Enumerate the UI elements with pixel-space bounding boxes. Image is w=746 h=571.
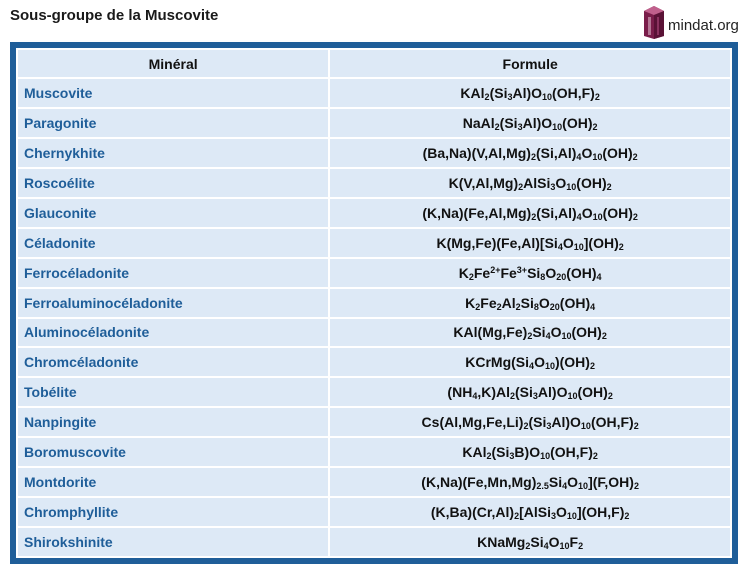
formula-subscript: 2 xyxy=(494,121,500,132)
mineral-name-link[interactable]: Céladonite xyxy=(18,229,328,257)
formula-subscript: 3 xyxy=(532,391,538,402)
formula-text: (OH) xyxy=(566,264,597,281)
formula-text: NaAl xyxy=(462,114,495,131)
formula-text: O xyxy=(548,534,560,551)
formula-text: (OH) xyxy=(559,294,591,311)
mineral-formula xyxy=(330,319,730,347)
formula-text: KAl xyxy=(460,84,485,101)
formula-subscript: 2 xyxy=(633,421,639,432)
formula-subscript: 4 xyxy=(557,241,563,252)
mineral-formula xyxy=(330,199,730,227)
formula-subscript: 8 xyxy=(540,271,546,282)
formula-subscript: 3 xyxy=(551,511,557,522)
formula-subscript: 4 xyxy=(543,541,549,552)
formula-text: (NH xyxy=(447,384,473,401)
formula-subscript: 2 xyxy=(592,121,598,132)
formula-superscript: 2+ xyxy=(490,264,501,275)
formula-text: KAl(Mg,Fe) xyxy=(453,324,528,341)
formula-subscript: 20 xyxy=(549,301,560,312)
mineral-name-link[interactable]: Chromphyllite xyxy=(18,498,328,526)
formula-text: (Si xyxy=(499,114,518,131)
formula-subscript: 10 xyxy=(559,541,570,552)
mineral-formula xyxy=(330,259,730,287)
formula-subscript: 4 xyxy=(472,391,478,402)
formula-subscript: 10 xyxy=(561,331,572,342)
formula-text: Si xyxy=(530,534,544,551)
formula-subscript: 10 xyxy=(544,361,555,372)
formula-subscript: 4 xyxy=(545,331,551,342)
table-row xyxy=(18,169,730,197)
formula-text: [AlSi xyxy=(519,504,552,521)
formula-text: B)O xyxy=(514,444,541,461)
formula-text: (Si xyxy=(491,444,510,461)
mineral-crystal-icon xyxy=(641,3,667,39)
mineral-formula xyxy=(330,408,730,436)
formula-subscript: 2.5 xyxy=(536,481,549,492)
formula-subscript: 2 xyxy=(592,451,598,462)
formula-text: (OH,F) xyxy=(590,414,634,431)
formula-subscript: 3 xyxy=(550,181,556,192)
formula-text: K(V,Al,Mg) xyxy=(448,174,519,191)
formula-subscript: 2 xyxy=(589,361,595,372)
formula-subscript: 2 xyxy=(523,421,529,432)
formula-text: Al)O xyxy=(522,114,553,131)
formula-subscript: 10 xyxy=(567,391,578,402)
formula-subscript: 10 xyxy=(552,121,563,132)
formula-subscript: 3 xyxy=(509,451,515,462)
formula-text: ,K)Al xyxy=(477,384,510,401)
formula-subscript: 2 xyxy=(633,481,639,492)
formula-subscript: 2 xyxy=(606,181,612,192)
formula-text: O xyxy=(550,324,562,341)
formula-text: ](OH,F) xyxy=(576,504,625,521)
formula-subscript: 2 xyxy=(510,391,516,402)
formula-subscript: 2 xyxy=(525,541,531,552)
table-header-row xyxy=(18,50,730,77)
formula-text: (OH) xyxy=(577,384,608,401)
formula-subscript: 4 xyxy=(576,211,582,222)
formula-text: F xyxy=(569,534,579,551)
formula-subscript: 10 xyxy=(573,241,584,252)
mineral-formula xyxy=(330,229,730,257)
formula-subscript: 2 xyxy=(475,301,481,312)
formula-text: (Si xyxy=(515,384,533,401)
mineral-name-link[interactable]: Ferrocéladonite xyxy=(18,259,328,287)
formula-subscript: 4 xyxy=(590,301,596,312)
formula-subscript: 10 xyxy=(542,91,553,102)
mineral-name-link[interactable]: Montdorite xyxy=(18,468,328,496)
formula-text: (K,Ba)(Cr,Al) xyxy=(430,504,515,521)
mineral-name-link[interactable]: Boromuscovite xyxy=(18,438,328,466)
formula-text: AlSi xyxy=(523,174,551,191)
formula-subscript: 2 xyxy=(578,541,584,552)
formula-subscript: 2 xyxy=(484,91,490,102)
formula-subscript: 2 xyxy=(514,511,520,522)
formula-subscript: 2 xyxy=(624,511,630,522)
logo-text: mindat.org xyxy=(668,17,739,34)
formula-text: ](OH) xyxy=(583,234,619,251)
formula-subscript: 2 xyxy=(632,211,638,222)
formula-text: Si xyxy=(532,324,546,341)
formula-subscript: 2 xyxy=(527,331,533,342)
formula-subscript: 10 xyxy=(592,151,603,162)
table-row xyxy=(18,348,730,376)
formula-subscript: 10 xyxy=(540,451,551,462)
mineral-name-link[interactable]: Chromcéladonite xyxy=(18,348,328,376)
formula-subscript: 4 xyxy=(562,481,568,492)
formula-subscript: 3 xyxy=(507,91,513,102)
formula-subscript: 2 xyxy=(632,151,638,162)
formula-text: Al)O xyxy=(512,84,543,101)
mineral-name-link[interactable]: Shirokshinite xyxy=(18,528,328,556)
formula-text: Fe xyxy=(473,264,491,281)
formula-text: Al xyxy=(501,294,516,311)
table-row xyxy=(18,438,730,466)
table-row xyxy=(18,468,730,496)
formula-subscript: 2 xyxy=(486,451,492,462)
mineral-formula xyxy=(330,289,730,317)
table-row xyxy=(18,229,730,257)
formula-text: O xyxy=(562,234,574,251)
formula-text: K xyxy=(465,294,476,311)
table-row xyxy=(18,498,730,526)
formula-subscript: 2 xyxy=(531,211,537,222)
formula-subscript: 10 xyxy=(578,481,589,492)
formula-subscript: 10 xyxy=(592,211,603,222)
formula-text: O xyxy=(538,294,550,311)
table-row xyxy=(18,289,730,317)
mindat-logo[interactable] xyxy=(641,3,739,39)
formula-subscript: 3 xyxy=(546,421,552,432)
table-row xyxy=(18,259,730,287)
mineral-name-link[interactable]: Chernykhite xyxy=(18,139,328,167)
formula-subscript: 4 xyxy=(529,361,535,372)
formula-subscript: 20 xyxy=(556,271,567,282)
formula-text: (OH) xyxy=(576,174,607,191)
mineral-formula xyxy=(330,139,730,167)
table-body xyxy=(18,79,730,556)
formula-text: (OH,F) xyxy=(550,444,593,461)
formula-text: K(Mg,Fe)(Fe,Al)[Si xyxy=(436,234,558,251)
formula-text: Si xyxy=(527,264,541,281)
formula-text: Si xyxy=(520,294,534,311)
formula-text: (Si,Al) xyxy=(535,144,577,161)
formula-text: (Si,Al) xyxy=(536,204,577,221)
mineral-name-link[interactable]: Ferroaluminocéladonite xyxy=(18,289,328,317)
formula-text: (K,Na)(Fe,Al,Mg) xyxy=(422,204,532,221)
formula-subscript: 2 xyxy=(515,301,521,312)
mineral-name-link[interactable]: Aluminocéladonite xyxy=(18,319,328,347)
formula-subscript: 2 xyxy=(518,181,524,192)
table-row xyxy=(18,109,730,137)
formula-subscript: 4 xyxy=(576,151,582,162)
mineral-formula xyxy=(330,438,730,466)
formula-subscript: 2 xyxy=(601,331,607,342)
formula-text: KAl xyxy=(462,444,487,461)
formula-text: KCrMg(Si xyxy=(465,354,530,371)
mineral-formula xyxy=(330,169,730,197)
formula-superscript: 3+ xyxy=(516,264,528,275)
formula-text: (OH) xyxy=(562,114,593,131)
mineral-formula xyxy=(330,498,730,526)
formula-subscript: 10 xyxy=(566,511,577,522)
table-row xyxy=(18,378,730,406)
formula-subscript: 3 xyxy=(517,121,523,132)
formula-text: (Ba,Na)(V,Al,Mg) xyxy=(422,144,531,161)
mineral-name-link[interactable]: Tobélite xyxy=(18,378,328,406)
column-header-formula: Formule xyxy=(330,50,730,77)
page-title: Sous-groupe de la Muscovite xyxy=(10,7,219,24)
table-row xyxy=(18,528,730,556)
formula-text: Al)O xyxy=(551,414,581,431)
mineral-name-link[interactable]: Paragonite xyxy=(18,109,328,137)
table-row xyxy=(18,79,730,107)
formula-subscript: 10 xyxy=(566,181,577,192)
mineral-formula xyxy=(330,528,730,556)
formula-subscript: 2 xyxy=(594,91,600,102)
table-row xyxy=(18,139,730,167)
formula-text: O xyxy=(555,174,567,191)
formula-text: Fe xyxy=(480,294,497,311)
table-row xyxy=(18,408,730,436)
mineral-formula xyxy=(330,79,730,107)
formula-subscript: 2 xyxy=(618,241,624,252)
formula-text: O xyxy=(556,504,567,521)
formula-text: O xyxy=(534,354,545,371)
formula-text: Si xyxy=(548,474,563,491)
mineral-table-frame xyxy=(10,42,738,564)
mineral-formula xyxy=(330,468,730,496)
formula-text: (OH) xyxy=(602,204,633,221)
formula-text: (K,Na)(Fe,Mn,Mg) xyxy=(421,474,537,491)
formula-text: K xyxy=(458,264,469,281)
mineral-formula xyxy=(330,378,730,406)
formula-text: (OH) xyxy=(571,324,602,341)
formula-subscript: 4 xyxy=(596,271,602,282)
formula-text: O xyxy=(581,144,593,161)
mineral-name-link[interactable]: Roscoélite xyxy=(18,169,328,197)
mineral-name-link[interactable]: Glauconite xyxy=(18,199,328,227)
formula-text: (OH) xyxy=(602,144,633,161)
formula-text: (Si xyxy=(489,84,508,101)
formula-text: (Si xyxy=(528,414,547,431)
formula-text: (OH,F) xyxy=(552,84,595,101)
column-header-mineral: Minéral xyxy=(18,50,328,77)
formula-text: Cs(Al,Mg,Fe,Li) xyxy=(421,414,524,431)
formula-subscript: 8 xyxy=(533,301,539,312)
formula-subscript: 2 xyxy=(496,301,502,312)
formula-text: KNaMg xyxy=(477,534,526,551)
mineral-name-link[interactable]: Nanpingite xyxy=(18,408,328,436)
formula-text: )(OH) xyxy=(554,354,590,371)
formula-subscript: 10 xyxy=(580,421,591,432)
formula-subscript: 2 xyxy=(468,271,474,282)
mineral-formula xyxy=(330,109,730,137)
formula-subscript: 2 xyxy=(530,151,536,162)
table-row xyxy=(18,319,730,347)
formula-text: ](F,OH) xyxy=(588,474,634,491)
formula-text: O xyxy=(581,204,593,221)
formula-text: O xyxy=(545,264,557,281)
formula-text: Fe xyxy=(500,264,517,281)
table-row xyxy=(18,199,730,227)
formula-text: Al)O xyxy=(537,384,568,401)
mineral-table xyxy=(16,48,732,558)
mineral-formula xyxy=(330,348,730,376)
mineral-name-link[interactable]: Muscovite xyxy=(18,79,328,107)
formula-text: O xyxy=(567,474,579,491)
formula-subscript: 2 xyxy=(607,391,613,402)
